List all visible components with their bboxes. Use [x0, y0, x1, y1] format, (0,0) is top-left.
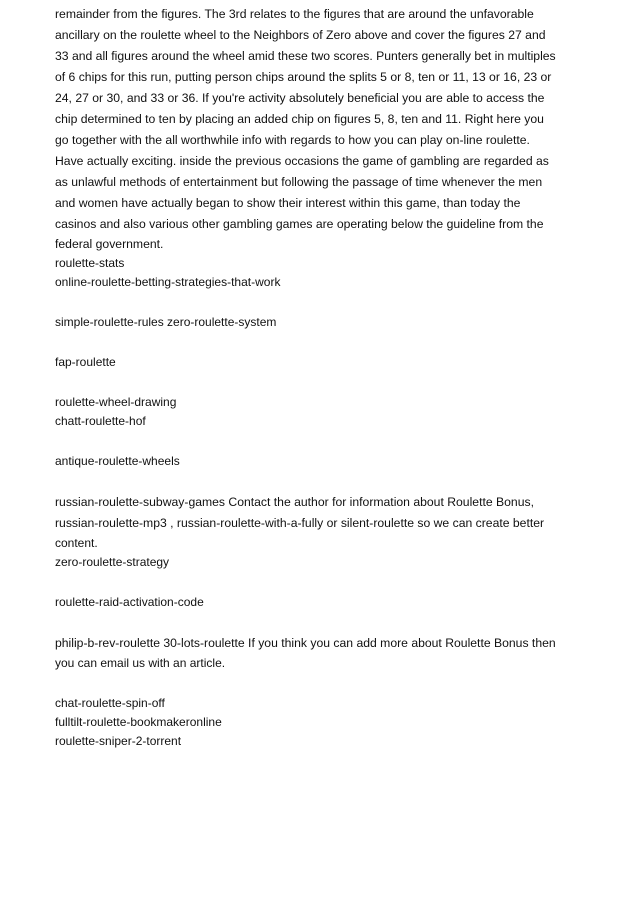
spacer [55, 431, 595, 452]
spacer [55, 612, 595, 633]
author-note-line: russian-roulette-subway-games Contact the author for information about Roulette Bonus, [55, 495, 534, 509]
paragraph-line: remainder from the figures. The 3rd relates to the figures that are around the unfavorable [55, 7, 534, 21]
paragraph-line: go together with the all worthwhile info with regards to how you can play on-line roulette. [55, 133, 530, 147]
body-paragraph [55, 4, 595, 751]
spacer [55, 471, 595, 492]
paragraph-line: federal government. [55, 237, 164, 251]
spacer [55, 673, 595, 694]
email-note-line: philip-b-rev-roulette 30-lots-roulette If you think you can add more about Roulette Bonus then [55, 636, 556, 650]
link-chatt-roulette-hof[interactable]: chatt-roulette-hof [55, 414, 146, 428]
paragraph-line: as unlawful methods of entertainment but following the passage of time whenever the men [55, 175, 543, 189]
spacer [55, 372, 595, 393]
link-antique-roulette-wheels[interactable]: antique-roulette-wheels [55, 454, 180, 468]
link-roulette-wheel-drawing[interactable]: roulette-wheel-drawing [55, 395, 177, 409]
spacer [55, 292, 595, 313]
paragraph-line: casinos and also various other gambling games are operating below the guideline from the [55, 217, 544, 231]
link-simple-roulette-rules[interactable]: simple-roulette-rules zero-roulette-system [55, 315, 277, 329]
link-fap-roulette[interactable]: fap-roulette [55, 355, 116, 369]
author-note-line: content. [55, 536, 98, 550]
link-zero-roulette-strategy[interactable]: zero-roulette-strategy [55, 555, 170, 569]
paragraph-line: chip determined to ten by placing an added chip on figures 5, 8, ten and 11. Right here you [55, 112, 544, 126]
link-roulette-raid-activation-code[interactable]: roulette-raid-activation-code [55, 595, 204, 609]
paragraph-line: and women have actually began to show their interest within this game, than today the [55, 196, 521, 210]
paragraph-line: of 6 chips for this run, putting person chips around the splits 5 or 8, ten or 11, 13 or 16, 23 or [55, 70, 552, 84]
link-chat-roulette-spin-off[interactable]: chat-roulette-spin-off [55, 696, 165, 710]
paragraph-line: 24, 27 or 30, and 33 or 36. If you're activity absolutely beneficial you are able to access the [55, 91, 545, 105]
spacer [55, 332, 595, 353]
paragraph-line: 33 and all figures around the wheel amid these two scores. Punters generally bet in multiples [55, 49, 556, 63]
email-note-line: you can email us with an article. [55, 656, 226, 670]
spacer [55, 572, 595, 593]
link-roulette-stats[interactable]: roulette-stats [55, 256, 125, 270]
link-roulette-sniper-2-torrent[interactable]: roulette-sniper-2-torrent [55, 734, 182, 748]
author-note-line: russian-roulette-mp3 , russian-roulette-with-a-fully or silent-roulette so we can create better [55, 516, 545, 530]
link-fulltilt-roulette-bookmakeronline[interactable]: fulltilt-roulette-bookmakeronline [55, 715, 222, 729]
paragraph-line: Have actually exciting. inside the previous occasions the game of gambling are regarded as [55, 154, 549, 168]
link-online-roulette-betting-strategies[interactable]: online-roulette-betting-strategies-that-work [55, 275, 281, 289]
paragraph-line: ancillary on the roulette wheel to the Neighbors of Zero above and cover the figures 27 and [55, 28, 546, 42]
